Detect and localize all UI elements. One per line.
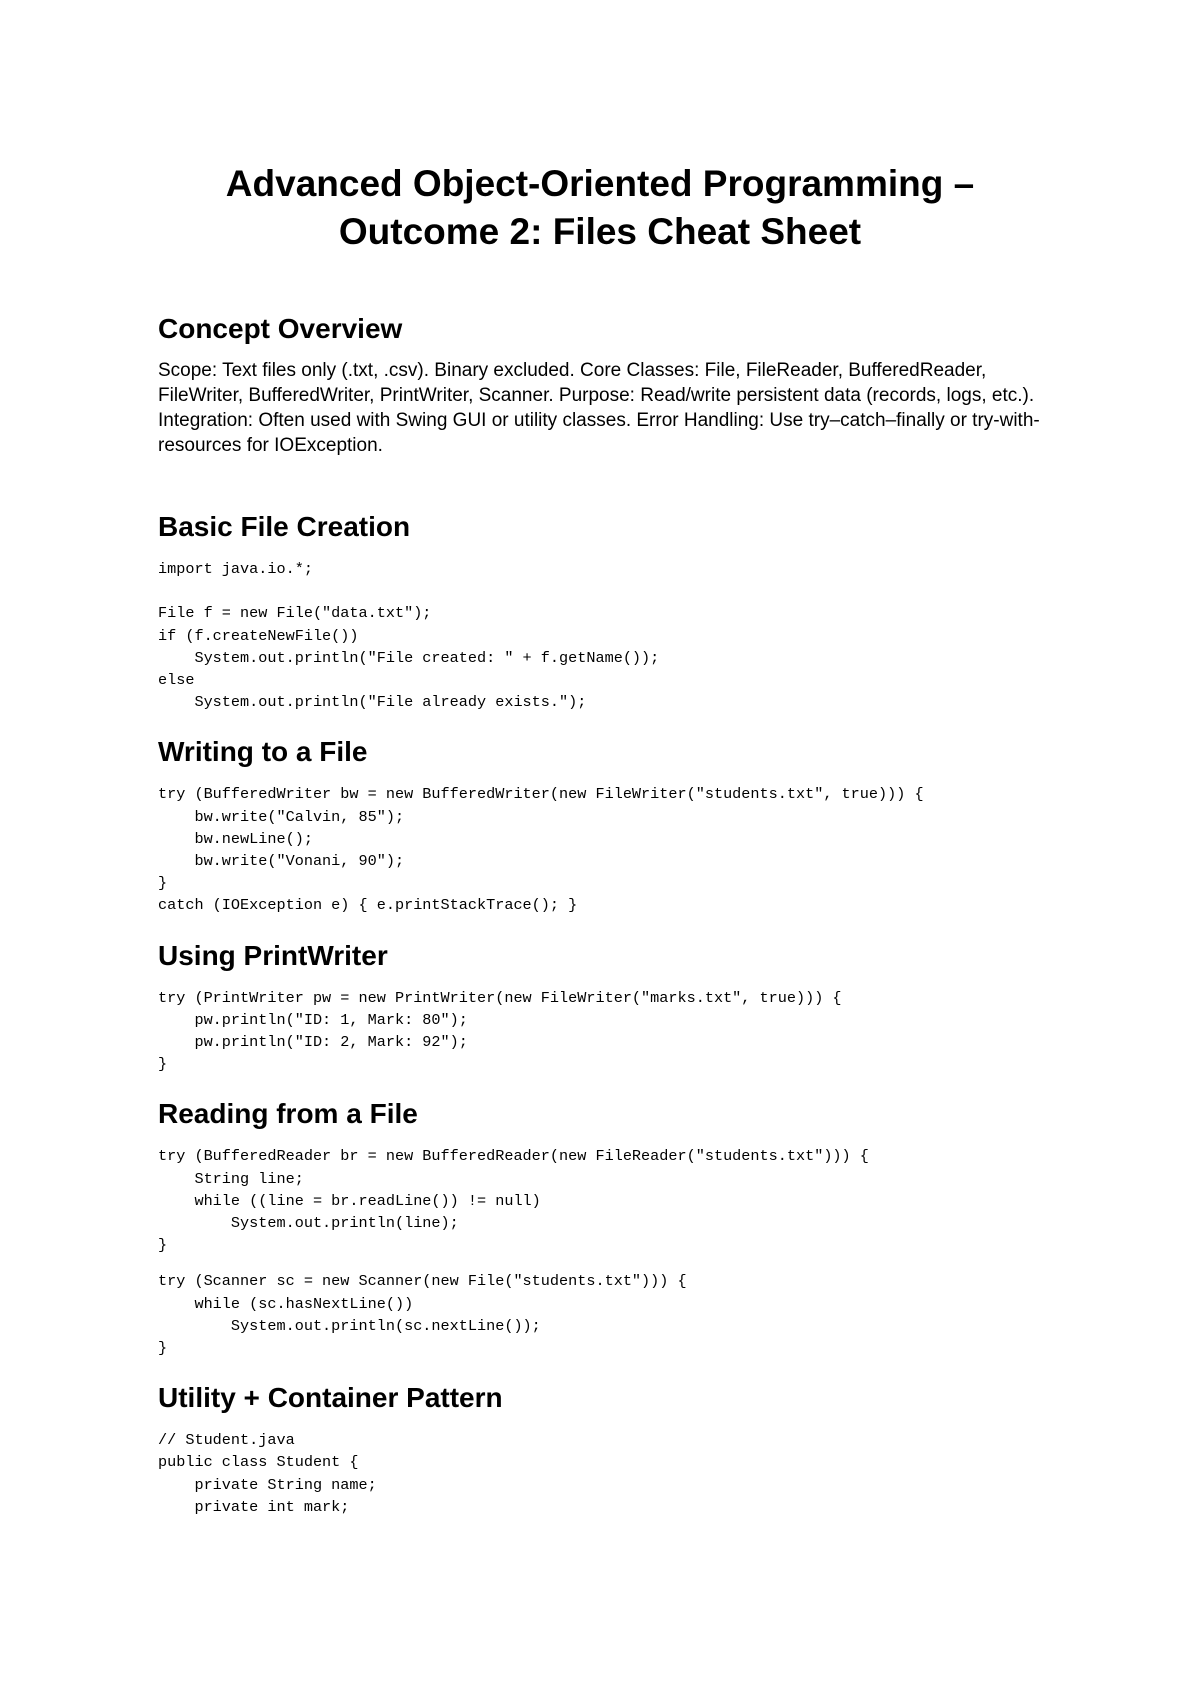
- section-heading: Using PrintWriter: [158, 939, 388, 971]
- overview-paragraph: Scope: Text files only (.txt, .csv). Binary excluded. Core Classes: File, FileReader, BufferedReader, FileWriter, BufferedWriter, PrintWriter, Scanner. Purpose: Read/write persistent data (records, logs, etc.). Integration: Often used with Swing GUI or utility classes. Error Handling: Use try–catch–finally or try-with-resources for IOException.: [158, 360, 1040, 456]
- document-title: [0, 160, 1200, 256]
- section-heading: Reading from a File: [158, 1098, 418, 1130]
- section-heading: Writing to a File: [158, 736, 368, 768]
- section-writing-to-a-file: [158, 735, 1058, 916]
- code-block-student-class: // Student.java public class Student { private String name; private int mark;: [158, 1431, 377, 1516]
- code-block-buffered-reader: try (BufferedReader br = new BufferedReader(new FileReader("students.txt"))) { String line; while ((line = br.readLine()) != null) System.out.println(line); }: [158, 1147, 869, 1255]
- section-basic-file-creation: [158, 510, 1058, 713]
- section-utility-container-pattern: [158, 1381, 1058, 1518]
- section-heading: Basic File Creation: [158, 511, 411, 542]
- document-title-line-2: Outcome 2: Files Cheat Sheet: [338, 211, 862, 252]
- section-heading: Concept Overview: [158, 313, 403, 344]
- section-heading: Utility + Container Pattern: [158, 1382, 503, 1414]
- code-block-file-creation: import java.io.*; File f = new File("data.txt"); if (f.createNewFile()) System.out.println("File created: " + f.getName()); else System.out.println("File already exists.");: [158, 560, 660, 712]
- code-block-print-writer: try (PrintWriter pw = new PrintWriter(new FileWriter("marks.txt", true))) { pw.println("ID: 1, Mark: 80"); pw.println("ID: 2, Mark: 92"); }: [158, 988, 842, 1074]
- section-reading-from-a-file: [158, 1097, 1058, 1359]
- code-block-scanner: try (Scanner sc = new Scanner(new File("students.txt"))) { while (sc.hasNextLine()) System.out.println(sc.nextLine()); }: [158, 1272, 687, 1358]
- section-concept-overview: [158, 312, 1058, 458]
- document-body: [158, 312, 1058, 1518]
- section-using-printwriter: [158, 939, 1058, 1076]
- document-title-line-1: Advanced Object-Oriented Programming –: [225, 163, 975, 204]
- code-block-buffered-writer: try (BufferedWriter bw = new BufferedWriter(new FileWriter("students.txt", true))) { bw.write("Calvin, 85"); bw.newLine(); bw.write("Vonani, 90"); } catch (IOException e) { e.printStackTrace(); }: [158, 785, 924, 915]
